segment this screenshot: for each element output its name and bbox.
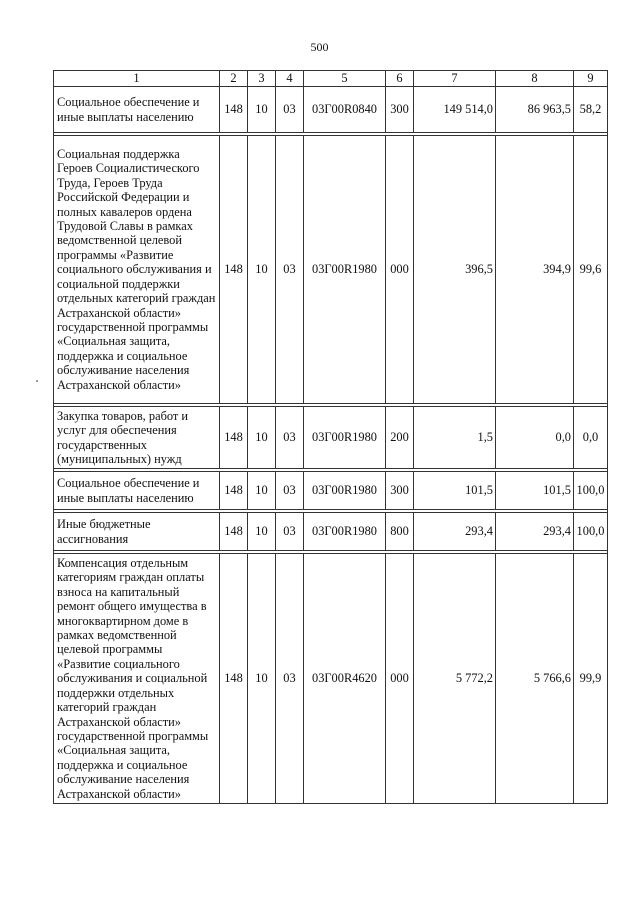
cell-section: 10 <box>248 136 276 404</box>
col-header-8: 8 <box>496 71 574 87</box>
row-name: Социальная поддержка Героев Социалистического Труда, Героев Труда Российской Федерации и полных кавалеров ордена Трудовой Славы в рамках ведомственной целевой программы «Развитие социального обслуживания и социальной поддержки отдельных категорий граждан Астраханской области» государственной программы «Социальная защита, поддержка и социальное обслуживание населения Астраханской области» <box>54 136 220 404</box>
budget-table <box>53 70 608 804</box>
table-row <box>54 472 608 510</box>
cell-subsection: 03 <box>276 472 304 510</box>
cell-expense-type: 800 <box>386 513 414 551</box>
table-row <box>54 513 608 551</box>
cell-admin-code: 148 <box>220 407 248 469</box>
cell-section: 10 <box>248 407 276 469</box>
row-name: Социальное обеспечение и иные выплаты населению <box>54 87 220 133</box>
row-name: Закупка товаров, работ и услуг для обеспечения государственных (муниципальных) нужд <box>54 407 220 469</box>
cell-subsection: 03 <box>276 554 304 804</box>
cell-admin-code: 148 <box>220 87 248 133</box>
cell-planned: 396,5 <box>414 136 496 404</box>
cell-target-article: 03Г00R0840 <box>304 87 386 133</box>
row-name: Компенсация отдельным категориям граждан оплаты взноса на капитальный ремонт общего имущества в многоквартирном доме в рамках ведомственной целевой программы «Развитие социального обслуживания и социальной поддержки отдельных категорий граждан Астраханской области» государственной программы «Социальная защита, поддержка и социальное обслуживание населения Астраханской области» <box>54 554 220 804</box>
cell-percent: 58,2 <box>574 87 608 133</box>
cell-section: 10 <box>248 554 276 804</box>
cell-subsection: 03 <box>276 513 304 551</box>
cell-percent: 100,0 <box>574 513 608 551</box>
cell-executed: 293,4 <box>496 513 574 551</box>
cell-target-article: 03Г00R4620 <box>304 554 386 804</box>
cell-subsection: 03 <box>276 407 304 469</box>
cell-admin-code: 148 <box>220 472 248 510</box>
table-row <box>54 87 608 133</box>
cell-admin-code: 148 <box>220 513 248 551</box>
cell-planned: 1,5 <box>414 407 496 469</box>
cell-section: 10 <box>248 87 276 133</box>
cell-target-article: 03Г00R1980 <box>304 472 386 510</box>
cell-percent: 99,9 <box>574 554 608 804</box>
table-row <box>54 136 608 404</box>
col-header-4: 4 <box>276 71 304 87</box>
header-row <box>54 71 608 87</box>
cell-executed: 5 766,6 <box>496 554 574 804</box>
cell-percent: 0,0 <box>574 407 608 469</box>
cell-target-article: 03Г00R1980 <box>304 407 386 469</box>
cell-expense-type: 000 <box>386 554 414 804</box>
col-header-5: 5 <box>304 71 386 87</box>
col-header-9: 9 <box>574 71 608 87</box>
col-header-3: 3 <box>248 71 276 87</box>
cell-expense-type: 000 <box>386 136 414 404</box>
row-name: Социальное обеспечение и иные выплаты населению <box>54 472 220 510</box>
scan-mark <box>36 380 38 382</box>
cell-executed: 394,9 <box>496 136 574 404</box>
col-header-6: 6 <box>386 71 414 87</box>
col-header-7: 7 <box>414 71 496 87</box>
cell-planned: 5 772,2 <box>414 554 496 804</box>
cell-expense-type: 300 <box>386 472 414 510</box>
cell-subsection: 03 <box>276 87 304 133</box>
cell-subsection: 03 <box>276 136 304 404</box>
cell-planned: 149 514,0 <box>414 87 496 133</box>
cell-target-article: 03Г00R1980 <box>304 513 386 551</box>
table-row <box>54 554 608 804</box>
cell-admin-code: 148 <box>220 554 248 804</box>
cell-executed: 101,5 <box>496 472 574 510</box>
col-header-1: 1 <box>54 71 220 87</box>
cell-percent: 100,0 <box>574 472 608 510</box>
cell-planned: 101,5 <box>414 472 496 510</box>
cell-executed: 86 963,5 <box>496 87 574 133</box>
cell-expense-type: 300 <box>386 87 414 133</box>
cell-planned: 293,4 <box>414 513 496 551</box>
col-header-2: 2 <box>220 71 248 87</box>
cell-percent: 99,6 <box>574 136 608 404</box>
cell-admin-code: 148 <box>220 136 248 404</box>
cell-executed: 0,0 <box>496 407 574 469</box>
page-number: 500 <box>310 40 329 54</box>
cell-section: 10 <box>248 472 276 510</box>
cell-section: 10 <box>248 513 276 551</box>
cell-target-article: 03Г00R1980 <box>304 136 386 404</box>
cell-expense-type: 200 <box>386 407 414 469</box>
row-name: Иные бюджетные ассигнования <box>54 513 220 551</box>
table-row <box>54 407 608 469</box>
